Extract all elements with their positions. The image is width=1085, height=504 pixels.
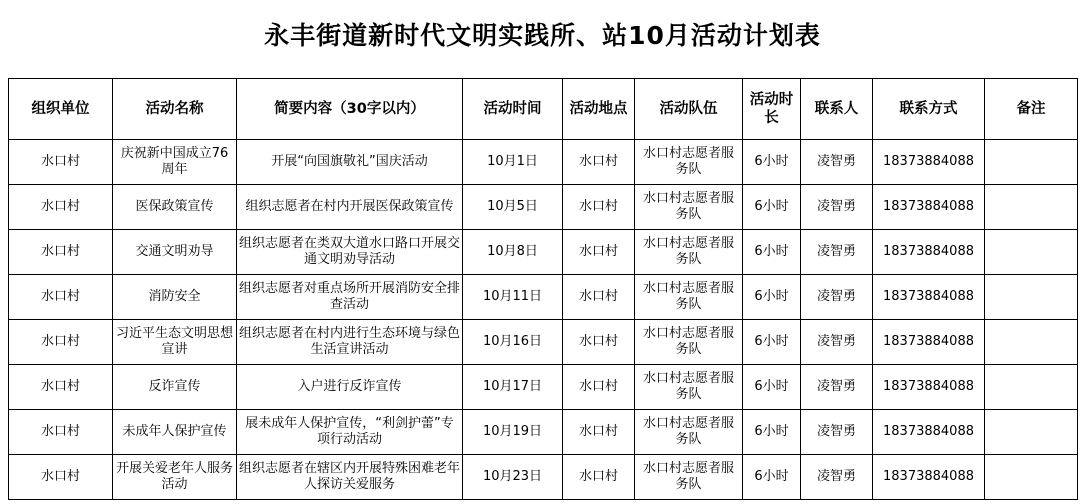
cell-remark (985, 230, 1078, 275)
cell-contact-person: 凌智勇 (801, 230, 873, 275)
cell-activity-time: 10月5日 (463, 185, 563, 230)
cell-description: 组织志愿者在类双大道水口路口开展交通文明劝导活动 (237, 230, 463, 275)
cell-activity-time: 10月19日 (463, 410, 563, 455)
cell-remark (985, 185, 1078, 230)
cell-location: 水口村 (563, 320, 635, 365)
cell-contact-phone: 18373884088 (873, 410, 985, 455)
table-row (9, 455, 1078, 500)
cell-description: 组织志愿者在辖区内开展特殊困难老年人探访关爱服务 (237, 455, 463, 500)
cell-location: 水口村 (563, 365, 635, 410)
cell-team: 水口村志愿者服务队 (635, 365, 743, 410)
column-header-activity-name: 活动名称 (113, 79, 237, 140)
cell-team: 水口村志愿者服务队 (635, 185, 743, 230)
cell-description: 组织志愿者对重点场所开展消防安全排查活动 (237, 275, 463, 320)
cell-activity-time: 10月23日 (463, 455, 563, 500)
cell-activity-name: 反诈宣传 (113, 365, 237, 410)
cell-location: 水口村 (563, 410, 635, 455)
cell-description: 入户进行反诈宣传 (237, 365, 463, 410)
cell-activity-time: 10月1日 (463, 140, 563, 185)
cell-activity-name: 消防安全 (113, 275, 237, 320)
cell-duration: 6小时 (743, 455, 801, 500)
cell-activity-time: 10月16日 (463, 320, 563, 365)
cell-contact-phone: 18373884088 (873, 140, 985, 185)
cell-duration: 6小时 (743, 230, 801, 275)
cell-duration: 6小时 (743, 365, 801, 410)
cell-contact-phone: 18373884088 (873, 365, 985, 410)
table-row (9, 230, 1078, 275)
activity-plan-table (8, 78, 1078, 500)
table-row (9, 140, 1078, 185)
cell-activity-name: 交通文明劝导 (113, 230, 237, 275)
cell-remark (985, 140, 1078, 185)
cell-location: 水口村 (563, 230, 635, 275)
cell-remark (985, 320, 1078, 365)
cell-description: 展未成年人保护宣传，“利剑护蕾”专项行动活动 (237, 410, 463, 455)
cell-location: 水口村 (563, 275, 635, 320)
cell-activity-name: 习近平生态文明思想宣讲 (113, 320, 237, 365)
table-row (9, 410, 1078, 455)
cell-org: 水口村 (9, 455, 113, 500)
cell-activity-time: 10月11日 (463, 275, 563, 320)
cell-contact-person: 凌智勇 (801, 185, 873, 230)
cell-activity-name: 庆祝新中国成立76周年 (113, 140, 237, 185)
cell-org: 水口村 (9, 275, 113, 320)
cell-remark (985, 365, 1078, 410)
cell-contact-phone: 18373884088 (873, 185, 985, 230)
cell-description: 组织志愿者在村内开展医保政策宣传 (237, 185, 463, 230)
cell-contact-person: 凌智勇 (801, 455, 873, 500)
cell-org: 水口村 (9, 185, 113, 230)
cell-description: 组织志愿者在村内进行生态环境与绿色生活宣讲活动 (237, 320, 463, 365)
table-row (9, 320, 1078, 365)
cell-location: 水口村 (563, 140, 635, 185)
table-row (9, 185, 1078, 230)
page-title: 永丰街道新时代文明实践所、站10月活动计划表 (264, 21, 821, 50)
cell-contact-phone: 18373884088 (873, 275, 985, 320)
cell-team: 水口村志愿者服务队 (635, 410, 743, 455)
cell-org: 水口村 (9, 230, 113, 275)
cell-org: 水口村 (9, 140, 113, 185)
table-header (9, 79, 1078, 140)
cell-contact-person: 凌智勇 (801, 275, 873, 320)
cell-duration: 6小时 (743, 140, 801, 185)
cell-team: 水口村志愿者服务队 (635, 320, 743, 365)
cell-org: 水口村 (9, 320, 113, 365)
column-header-location: 活动地点 (563, 79, 635, 140)
cell-location: 水口村 (563, 455, 635, 500)
cell-team: 水口村志愿者服务队 (635, 230, 743, 275)
column-header-contact-phone: 联系方式 (873, 79, 985, 140)
column-header-team: 活动队伍 (635, 79, 743, 140)
table-row (9, 275, 1078, 320)
cell-activity-time: 10月17日 (463, 365, 563, 410)
cell-remark (985, 275, 1078, 320)
column-header-remark: 备注 (985, 79, 1078, 140)
table-body (9, 140, 1078, 500)
cell-contact-person: 凌智勇 (801, 140, 873, 185)
cell-team: 水口村志愿者服务队 (635, 455, 743, 500)
cell-contact-person: 凌智勇 (801, 320, 873, 365)
cell-contact-person: 凌智勇 (801, 365, 873, 410)
cell-duration: 6小时 (743, 275, 801, 320)
cell-contact-person: 凌智勇 (801, 410, 873, 455)
cell-duration: 6小时 (743, 320, 801, 365)
document-page (0, 16, 1085, 504)
cell-description: 开展“向国旗敬礼”国庆活动 (237, 140, 463, 185)
column-header-duration: 活动时长 (743, 79, 801, 140)
cell-contact-phone: 18373884088 (873, 230, 985, 275)
cell-duration: 6小时 (743, 185, 801, 230)
cell-remark (985, 455, 1078, 500)
cell-contact-phone: 18373884088 (873, 320, 985, 365)
cell-remark (985, 410, 1078, 455)
column-header-activity-time: 活动时间 (463, 79, 563, 140)
cell-activity-time: 10月8日 (463, 230, 563, 275)
cell-team: 水口村志愿者服务队 (635, 140, 743, 185)
cell-contact-phone: 18373884088 (873, 455, 985, 500)
column-header-org: 组织单位 (9, 79, 113, 140)
cell-team: 水口村志愿者服务队 (635, 275, 743, 320)
column-header-description: 简要内容（30字以内） (237, 79, 463, 140)
cell-location: 水口村 (563, 185, 635, 230)
activity-plan-table-container (0, 78, 1085, 500)
cell-duration: 6小时 (743, 410, 801, 455)
cell-org: 水口村 (9, 410, 113, 455)
table-row (9, 365, 1078, 410)
cell-activity-name: 未成年人保护宣传 (113, 410, 237, 455)
cell-activity-name: 医保政策宣传 (113, 185, 237, 230)
column-header-contact-person: 联系人 (801, 79, 873, 140)
cell-activity-name: 开展关爱老年人服务活动 (113, 455, 237, 500)
cell-org: 水口村 (9, 365, 113, 410)
table-header-row (9, 79, 1078, 140)
